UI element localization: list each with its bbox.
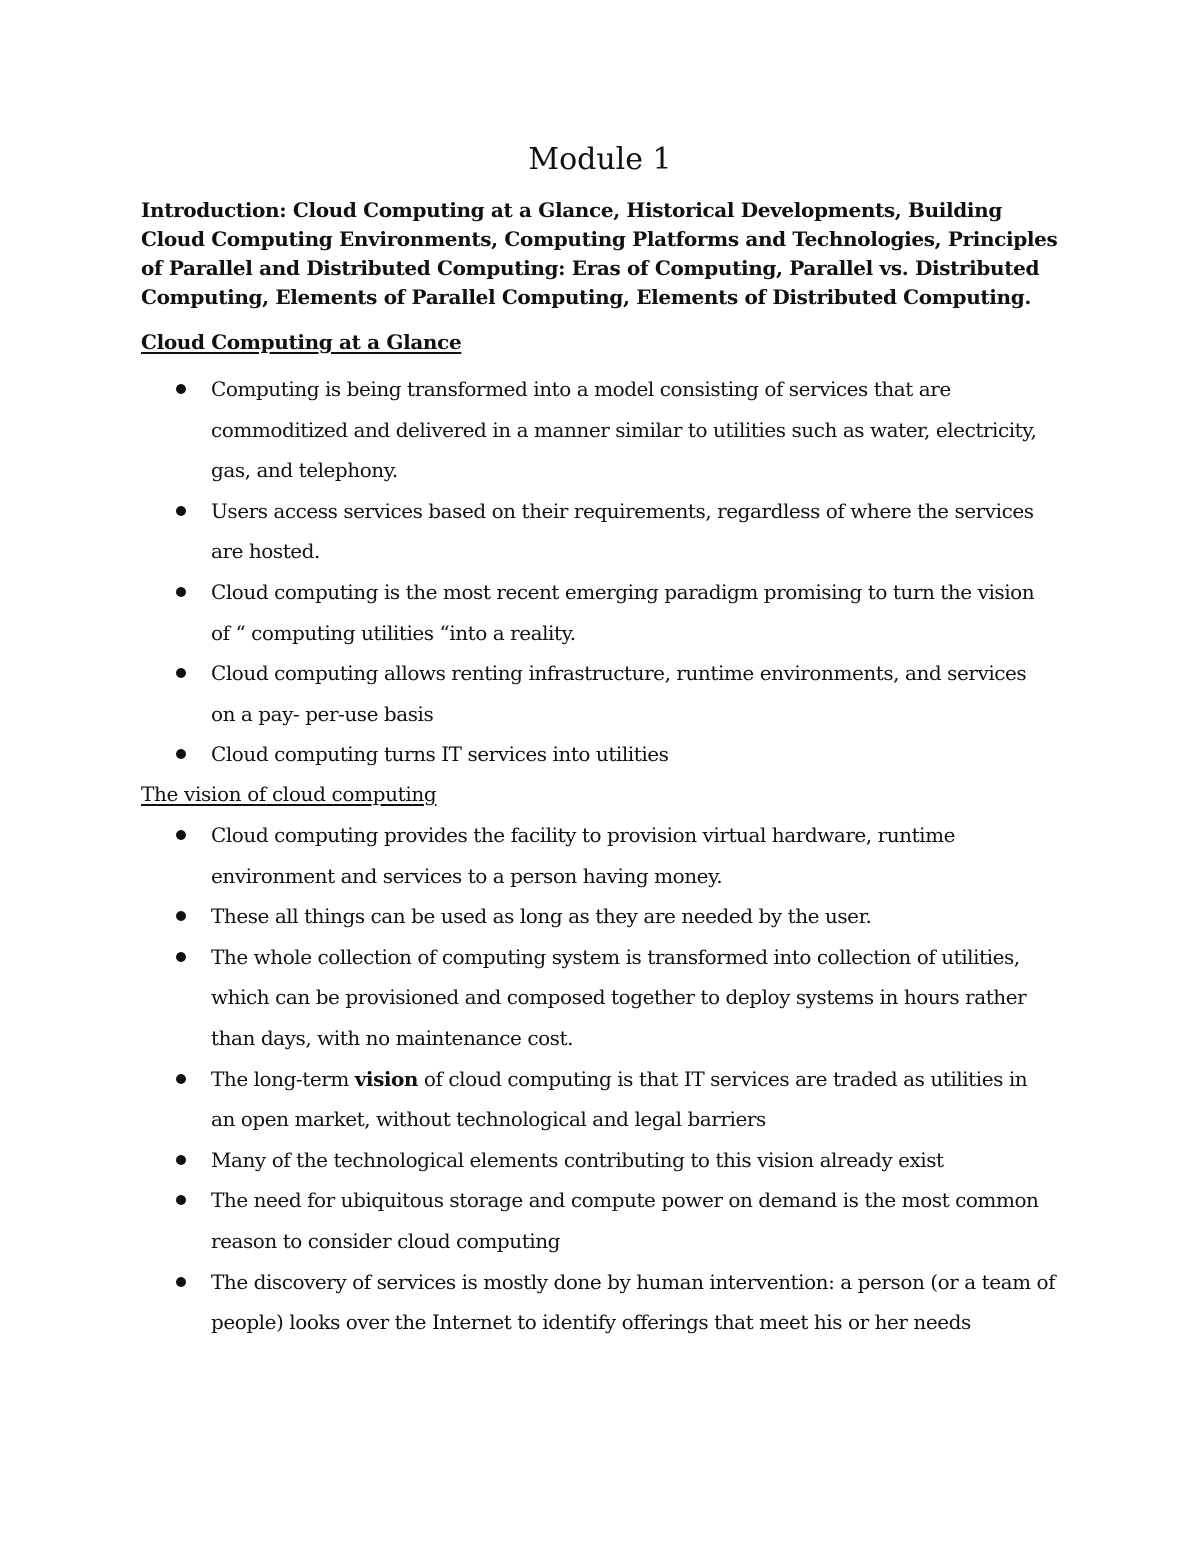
list-item-text: Cloud computing provides the facility to provision virtual hardware, runtime environment and services to a person having money.	[211, 823, 956, 888]
bullet-icon	[176, 1074, 186, 1084]
bullet-icon	[176, 668, 186, 678]
bullet-icon	[176, 1195, 186, 1205]
list-item-text-after: of cloud computing is that IT services are traded as utilities in an open market, without technological and legal barriers	[211, 1066, 1028, 1132]
list-item-text: Cloud computing allows renting infrastructure, runtime environments, and services on a pay- per-use basis	[211, 661, 1027, 726]
list-item	[141, 369, 1056, 491]
list-item	[141, 1180, 1056, 1261]
list-item-text-bold: vision	[354, 1066, 419, 1091]
bullet-icon	[176, 952, 186, 962]
list-item-text: Users access services based on their requirements, regardless of where the services are hosted.	[211, 498, 1034, 564]
bullet-icon	[176, 1155, 186, 1165]
bullet-icon	[176, 1277, 186, 1287]
list-item-text: Computing is being transformed into a model consisting of services that are commoditized and delivered in a manner similar to utilities such as water, electricity, gas, and telephony.	[211, 377, 1037, 483]
intro-paragraph: Introduction: Cloud Computing at a Glance, Historical Developments, Building Cloud Computing Environments, Computing Platforms and Technologies, Principles of Parallel and Distributed Computing: Eras of Computing, Parallel vs. Distributed Computing, Elements of Parallel Computing, Elements of Distributed Computing.	[141, 198, 1058, 309]
list-item-text: Cloud computing turns IT services into utilities	[211, 742, 669, 767]
list-item-text: Many of the technological elements contributing to this vision already exist	[211, 1147, 944, 1172]
list-item	[141, 1059, 1056, 1140]
list-item-text: The whole collection of computing system is transformed into collection of utilities, which can be provisioned and composed together to deploy systems in hours rather than days, with no maintenance cost.	[211, 944, 1027, 1050]
list-item	[141, 653, 1056, 734]
list-item-text-before: The long-term	[211, 1066, 355, 1091]
bullet-list-vision	[141, 815, 1056, 1343]
list-item	[141, 815, 1056, 896]
bullet-icon	[176, 911, 186, 921]
list-item	[141, 1262, 1056, 1343]
bullet-icon	[176, 830, 186, 840]
bullet-icon	[176, 506, 186, 516]
list-item	[141, 937, 1056, 1059]
section-heading-cloud-at-glance: Cloud Computing at a Glance	[141, 330, 462, 354]
list-item-text: Cloud computing is the most recent emerging paradigm promising to turn the vision of “ computing utilities “into a reality.	[211, 579, 1035, 645]
list-item	[141, 734, 1056, 775]
list-item	[141, 491, 1056, 572]
bullet-icon	[176, 749, 186, 759]
bullet-icon	[176, 587, 186, 597]
list-item-text: The discovery of services is mostly done by human intervention: a person (or a team of people) looks over the Internet to identify offerings that meet his or her needs	[211, 1269, 1056, 1335]
list-item	[141, 1140, 1056, 1181]
section-heading-vision: The vision of cloud computing	[141, 782, 437, 806]
page-title: Module 1	[528, 142, 672, 177]
list-item	[141, 572, 1056, 653]
bullet-list-cloud-at-glance	[141, 369, 1056, 775]
list-item-text: These all things can be used as long as they are needed by the user.	[211, 904, 872, 929]
list-item-text: The need for ubiquitous storage and compute power on demand is the most common reason to consider cloud computing	[211, 1188, 1039, 1253]
bullet-icon	[176, 384, 186, 394]
list-item	[141, 896, 1056, 937]
